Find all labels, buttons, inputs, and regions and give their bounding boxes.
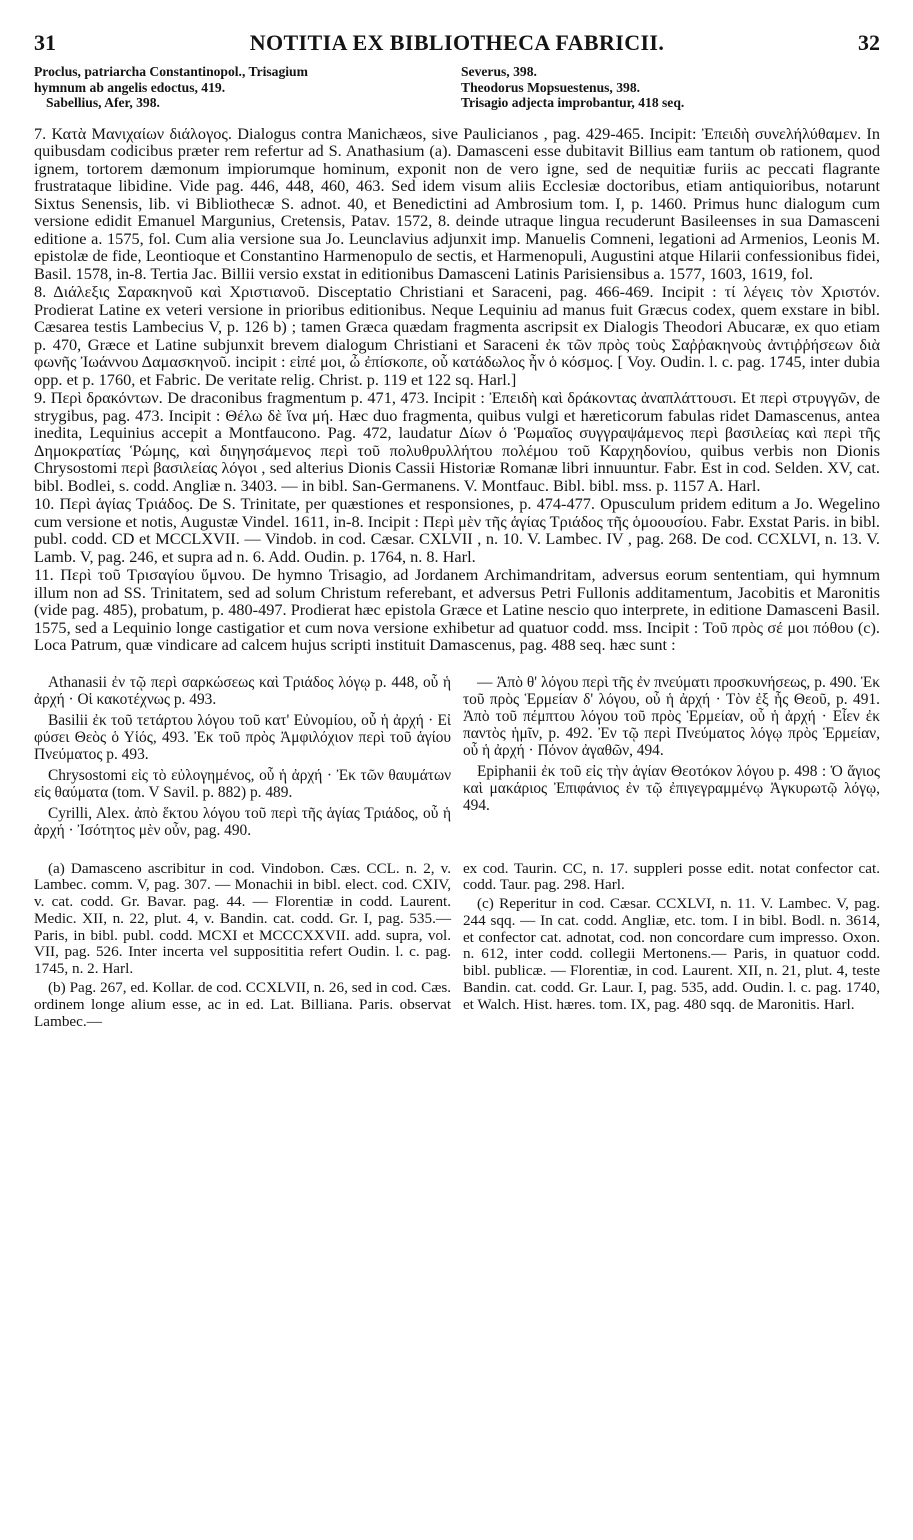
footnote: (c) Reperitur in cod. Cæsar. CCXLVI, n. 11. V. Lambec. V, pag. 244 sqq. — In cat. codd. Angliæ, etc. tom. I in bibl. Bodl. n. 3614, et confector cat. adnotat, cod. non concordare cum impresso. Oxon. n. 612, inter codd. collegii Mertonens.— Paris, in quatuor codd. bibl. publicæ. — Florentiæ, in cod. Laurent. XII, n. 21, plut. 4, teste Bandin. cat. codd. Gr. Laur. I, pag. 535, add. Oudin. l. c. pag. 1740, et Walch. Hist. hæres. tom. IX, pag. 480 sqq. de Maronitis. Harl. bbox=[462, 895, 880, 1013]
footnotes-left-column bbox=[34, 861, 451, 1033]
index-entry: Theodorus Mopsuestenus, 398. bbox=[461, 79, 641, 95]
index-entry: Proclus, patriarcha Constantinopol., Trisagium bbox=[34, 64, 308, 79]
index-left-column bbox=[34, 64, 453, 111]
citations-left-column bbox=[34, 674, 451, 843]
patristic-citations bbox=[34, 674, 880, 843]
index-entry: Trisagio adjecta improbantur, 418 seq. bbox=[461, 95, 685, 110]
paragraph-7: 7. Κατὰ Μανιχαίων διάλογος. Dialogus contra Manichæos, sive Paulicianos , pag. 429-465. Incipit: Ἐπειδὴ συνελήλύθαμεν. In quibusdam codicibus præter rem refertur ad S. Anathasium (a). Damasceni esse dubitavit Billius eam tantum ob rationem, quod ignem, tortorem dæmonum impiorumque hominum, exponit non de vero igne, sed de nequitiæ furiis ac peccati flagrante frustrataque libidine. Vide pag. 446, 448, 460, 463. Sed idem visum aliis Ecclesiæ doctoribus, etiam antiquioribus, notarunt Sixtus Senensis, lib. vi Bibliothecæ S. adnot. 40, et Benedictini ad Ambrosium tom. I, p. 1460. Primus hunc dialogum cum versione edidit Emanuel Margunius, Cretensis, Patav. 1572, 8. deinde utraque lingua recuderunt Basileenses in sua Damasceni editione a. 1575, fol. Cum alia versione sua Jo. Leunclavius adjunxit imp. Manuelis Comneni, legationi ad Armenios, Leonis M. epistolæ de fide, Leontioque et Constantino Harmenopulo de sectis, et Harmenopuli, Augustini atque Hilarii confessionibus fidei, Basil. 1578, in-8. Tertia Jac. Billii versio exstat in editionibus Damasceni Latinis Parisiensibus a. 1577, 1603, 1619, fol. bbox=[34, 123, 880, 283]
citation-entry: — Ἀπὸ θ' λόγου περὶ τῆς ἐν πνεύματι προσκυνήσεως, p. 490. Ἐκ τοῦ πρὸς Ἑρμείαν δ' λόγου, οὗ ἡ ἀρχή · Τὸν ἐξ ἧς Θεοῦ, p. 491. Ἀπὸ τοῦ πέμπτου λόγου τοῦ πρὸς Ἑρμείαν, οὗ ἡ ἀρχή · Εἶεν ἐκ παντὸς ἡμῖν, p. 492. Ἐν τῷ περὶ Πνεύματος λόγῳ πρὸς Ἑρμείαν, οὗ ἡ ἀρχή · Πόνον ἀγαθῶν, 494. bbox=[462, 673, 880, 759]
page-number-right: 32 bbox=[858, 30, 880, 55]
index-entry: Severus, 398. bbox=[461, 64, 537, 79]
index-continuation bbox=[34, 64, 880, 111]
footnote-continuation: ex cod. Taurin. CC, n. 17. suppleri posse edit. notat confector cat. codd. Taur. pag. 298. Harl. bbox=[462, 859, 880, 894]
paragraph-11: 11. Περὶ τοῦ Τρισαγίου ὕμνου. De hymno Trisagio, ad Jordanem Archimandritam, adversus eorum sententiam, qui hymnum illum non ad SS. Trinitatem, sed ad solum Christum referebant, et adversus Petri Fullonis additamentum, Jacobitis et Maronitis (vide pag. 485), probatum, p. 480-497. Prodierat hæc epistola Græce et Latine nescio quo interprete, in editione Damasceni Basil. 1575, sed a Lequinio longe castigatior et cum nova versione exhibetur ad quatuor codd. mss. Incipit : Τοῦ πρὸς σέ μοι πόθου (c). Loca Patrum, quæ vindicare ad calcem hujus scripti instituit Damascenus, pag. 488 seq. hæc sunt : bbox=[34, 565, 880, 654]
footnote: (b) Pag. 267, ed. Kollar. de cod. CCXLVII, n. 26, sed in cod. Cæs. ordinem longe alium esse, ac in ed. Lat. Billiana. Paris. observat Lambec.— bbox=[34, 979, 452, 1030]
main-text bbox=[34, 125, 880, 654]
index-entry: Sabellius, Afer, 398. bbox=[46, 95, 160, 110]
citation-entry: Cyrilli, Alex. ἀπὸ ἕκτου λόγου τοῦ περὶ τῆς ἁγίας Τριάδος, οὗ ἡ ἀρχή · Ἰσότητος μὲν οὖν, pag. 490. bbox=[34, 804, 452, 839]
running-header bbox=[34, 30, 880, 62]
footnote: (a) Damasceno ascribitur in cod. Vindobon. Cæs. CCL. n. 2, v. Lambec. comm. V, pag. 307. — Monachii in bibl. elect. cod. CXIV, v. cat. codd. Gr. Bavar. pag. 44. — Florentiæ in codd. Laurent. Medic. XII, n. 22, plut. 4, v. Bandin. cat. codd. Gr. I, pag. 535.— Paris, in bibl. publ. codd. MCXI et MCCCXXVII. add. supra, vol. VII, pag. 526. Inter incerta vel supposititia refert Oudin. l. c. pag. 1745, n. 2. Harl. bbox=[34, 859, 452, 978]
index-right-column bbox=[453, 64, 880, 111]
paragraph-8: 8. Διάλεξις Σαρακηνοῦ καὶ Χριστιανοῦ. Disceptatio Christiani et Saraceni, pag. 466-469. Incipit : τί λέγεις τὸν Χριστόν. Prodierat Latine ex veteri versione in prioribus editionibus. Neque Lequiniu ad manus fuit Græcus codex, quem exstare in bibl. Cæsarea testis Lambecius V, p. 126 b) ; tamen Græca quædam fragmenta ascripsit ex Dialogis Theodori Abucaræ, ex quo etiam p. 470, Græce et Latine subjunxit brevem dialogum Christiani et Saraceni ἐκ τῶν πρὸς τοὺς Σαῤῥακηνοὺς ἀντιῤῥήσεων διὰ φωνῆς Ἰωάννου Δαμασκηνοῦ. incipit : εἰπέ μοι, ὦ ἐπίσκοπε, οὗ κατάδωλος ἦν ὁ κόσμος. [ Voy. Oudin. l. c. pag. 1745, inter dubia opp. et p. 1760, et Fabric. De veritate relig. Christ. p. 119 et 122 sq. Harl.] bbox=[34, 282, 880, 389]
citations-right-column bbox=[463, 674, 880, 843]
page-number-left: 31 bbox=[34, 30, 56, 55]
document-page bbox=[34, 30, 880, 1032]
citation-entry: Epiphanii ἐκ τοῦ εἰς τὴν ἁγίαν Θεοτόκον λόγου p. 498 : Ὁ ἅγιος καὶ μακάριος Ἐπιφάνιος ἐν τῷ ἐπιγεγραμμένῳ Ἀγκυρωτῷ λόγῳ, 494. bbox=[462, 762, 880, 814]
running-title: NOTITIA EX BIBLIOTHECA FABRICII. bbox=[249, 30, 665, 55]
citation-entry: Athanasii ἐν τῷ περὶ σαρκώσεως καὶ Τριάδος λόγῳ p. 448, οὗ ἡ ἀρχή · Οἱ κακοτέχνως p. 493. bbox=[34, 673, 452, 708]
paragraph-9: 9. Περὶ δρακόντων. De draconibus fragmentum p. 471, 473. Incipit : Ἐπειδὴ καὶ δράκοντας ἀναπλάττουσι. Et περὶ στρυγγῶν, de strygibus, pag. 473. Incipit : Θέλω δὲ ἵνα μή. Hæc duo fragmenta, quibus vulgi et hæreticorum fabulas ridet Damascenus, antea inedita, Lequinius accepit a Montfaucono. Pag. 472, laudatur Δίων ὁ Ῥωμαῖος συγγραψάμενος περὶ βασιλείας καὶ περὶ τῆς Δημοκρατίας Ῥώμης, καὶ διηγησάμενος περὶ τοῦ πολυθρυλλήτου πολέμου τοῦ Καρχηδονίου, quibus verbis non Dionis Chrysostomi περὶ βασιλείας λόγοι , sed alterius Dionis Cassii Historiæ Romanæ libri innuuntur. Fabr. Est in cod. Selden. XV, cat. bibl. Bodlei, s. codd. Angliæ n. 3403. — in bibl. San-Germanens. V. Montfauc. Bibl. bibl. mss. p. 1157 A. Harl. bbox=[34, 388, 880, 495]
footnotes bbox=[34, 861, 880, 1033]
index-entry: hymnum ab angelis edoctus, 419. bbox=[34, 79, 226, 95]
paragraph-10: 10. Περὶ ἁγίας Τριάδος. De S. Trinitate, per quæstiones et responsiones, p. 474-477. Opusculum pridem editum a Jo. Wegelino cum versione et notis, Augustæ Vindel. 1611, in-8. Incipit : Περὶ μὲν τῆς ἁγίας Τριάδος τῆς ὁμοουσίου. Fabr. Exstat Paris. in bibl. publ. codd. CD et MCCLXVII. — Vindob. in cod. Cæsar. CXLVII , n. 10. V. Lambec. IV , pag. 268. De cod. CCXLVI, n. 13. V. Lamb. V, pag. 246, et supra ad n. 6. Add. Oudin. p. 1764, n. 8. Harl. bbox=[34, 494, 880, 566]
footnotes-right-column bbox=[463, 861, 880, 1033]
citation-entry: Basilii ἐκ τοῦ τετάρτου λόγου τοῦ κατ' Εὐνομίου, οὗ ἡ ἀρχή · Εἰ φύσει Θεὸς ὁ Υἱός, 493. Ἐκ τοῦ πρὸς Ἀμφιλόχιον περὶ τοῦ ἁγίου Πνεύματος p. 493. bbox=[34, 711, 452, 763]
citation-entry: Chrysostomi εἰς τὸ εὐλογημένος, οὗ ἡ ἀρχή · Ἐκ τῶν θαυμάτων εἰς θαύματα (tom. V Savil. p. 882) p. 489. bbox=[34, 766, 452, 801]
